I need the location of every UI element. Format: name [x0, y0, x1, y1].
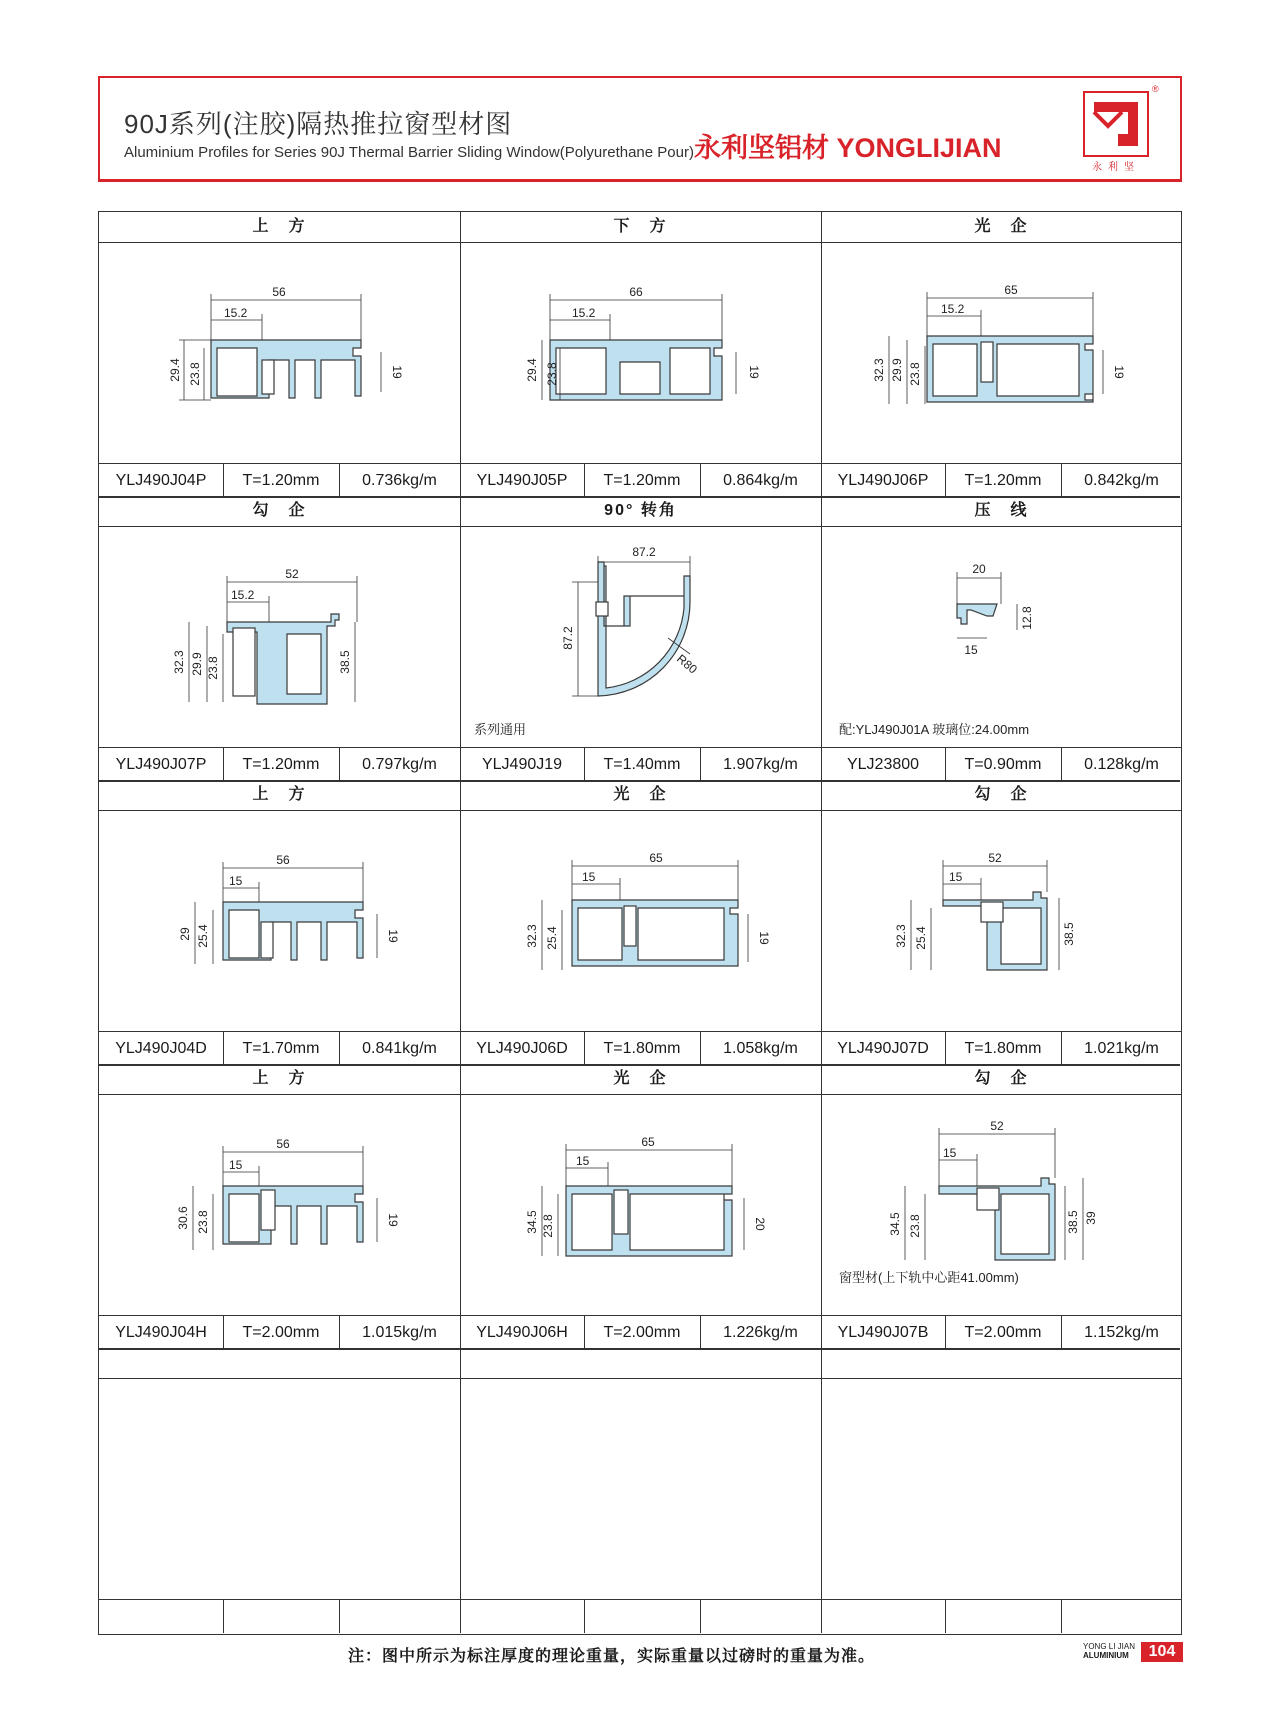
- profile-drawing: [460, 1094, 821, 1315]
- profile-thickness: T=1.80mm: [945, 1032, 1062, 1065]
- dim-label: 29.9: [190, 652, 204, 676]
- profile-thickness: T=1.20mm: [223, 748, 340, 781]
- profile-thickness: T=2.00mm: [584, 1316, 701, 1349]
- dim-label: 87.2: [632, 545, 656, 559]
- dim-label: 65: [641, 1135, 655, 1149]
- dim-label: 15.2: [572, 306, 596, 320]
- profile-weight: 0.842kg/m: [1084, 472, 1159, 489]
- profile-code: YLJ490J04H: [99, 1316, 224, 1349]
- profile-thickness: T=1.80mm: [584, 1032, 701, 1065]
- page-tag: [1083, 1642, 1183, 1660]
- profile-title: 光 企: [460, 780, 821, 811]
- profile-note: 配:YLJ490J01A 玻璃位:24.00mm: [839, 722, 1030, 737]
- dim-label: 19: [386, 1213, 400, 1227]
- profile-note: 系列通用: [474, 722, 527, 737]
- profile-thickness: T=2.00mm: [223, 1316, 340, 1349]
- page-header: [98, 76, 1182, 182]
- dim-label: 29.4: [168, 358, 182, 382]
- profile-title: 勾 企: [821, 780, 1182, 811]
- dim-label: 12.8: [1020, 606, 1034, 630]
- profile-drawing: [460, 242, 821, 463]
- profile-thickness: T=1.70mm: [223, 1032, 340, 1065]
- profile-weight: 0.736kg/m: [362, 472, 437, 489]
- profile-weight: 0.128kg/m: [1084, 756, 1159, 773]
- dim-label: 19: [390, 365, 404, 379]
- profile-info-row: [460, 747, 821, 781]
- dim-label: 15.2: [224, 306, 248, 320]
- empty-title: [99, 1348, 460, 1379]
- dim-label: 65: [1004, 283, 1018, 297]
- footer-brand-aluminium: ALUMINIUM: [1083, 1651, 1129, 1660]
- dim-label: 19: [1112, 365, 1126, 379]
- dim-label: 52: [285, 567, 299, 581]
- profile-code: YLJ490J19: [460, 748, 585, 781]
- dim-label: 23.8: [908, 1214, 922, 1238]
- dim-label: 29.4: [525, 358, 539, 382]
- empty-code: [99, 1600, 224, 1633]
- profile-title: 下 方: [460, 212, 821, 243]
- brand-name: 永利坚铝材 YONGLIJIAN: [694, 133, 1002, 163]
- profile-weight: 1.021kg/m: [1084, 1040, 1159, 1057]
- profile-title: 上 方: [99, 780, 460, 811]
- dim-label: 25.4: [545, 926, 559, 950]
- dim-label: 23.8: [196, 1210, 210, 1234]
- dim-label: 56: [272, 285, 286, 299]
- profile-drawing: [821, 810, 1182, 1031]
- profile-drawing: [821, 242, 1182, 463]
- dim-label: 38.5: [1066, 1210, 1080, 1234]
- dim-label: 15.2: [231, 588, 255, 602]
- empty-info-row: [460, 1599, 821, 1633]
- profile-code: YLJ490J07D: [821, 1032, 946, 1065]
- profile-weight: 1.152kg/m: [1084, 1324, 1159, 1341]
- profile-thickness: T=1.40mm: [584, 748, 701, 781]
- profile-info-row: [821, 1031, 1182, 1065]
- dim-label: 56: [276, 853, 290, 867]
- dim-label: 15: [943, 1146, 957, 1160]
- empty-weight: [700, 1600, 821, 1633]
- profile-info-row: [99, 1031, 460, 1065]
- empty-code: [821, 1600, 946, 1633]
- dim-label: 29: [178, 927, 192, 941]
- dim-label: 32.3: [525, 924, 539, 948]
- dim-label: 32.3: [894, 924, 908, 948]
- dim-label: 23.8: [908, 362, 922, 386]
- profile-note: 窗型材(上下轨中心距41.00mm): [839, 1270, 1019, 1285]
- profile-info-row: [460, 1031, 821, 1065]
- profile-drawing: [99, 1094, 460, 1315]
- profile-grid: [98, 211, 1182, 1635]
- empty-weight: [1061, 1600, 1182, 1633]
- dim-label: 23.8: [188, 362, 202, 386]
- footer-brand-small: YONG LI JIAN: [1083, 1642, 1136, 1651]
- profile-drawing: [99, 810, 460, 1031]
- profile-code: YLJ490J05P: [460, 464, 585, 497]
- profile-thickness: T=1.20mm: [223, 464, 340, 497]
- dim-label: 29.9: [890, 358, 904, 382]
- empty-info-row: [99, 1599, 460, 1633]
- dim-label: 15: [949, 870, 963, 884]
- profile-weight: 1.058kg/m: [723, 1040, 798, 1057]
- profile-drawing: [821, 1094, 1182, 1315]
- profile-code: YLJ490J06P: [821, 464, 946, 497]
- logo-text: 永利坚: [1092, 162, 1140, 173]
- profile-info-row: [821, 463, 1182, 497]
- profile-title: 光 企: [821, 212, 1182, 243]
- profile-drawing: [821, 526, 1182, 747]
- dim-label: 32.3: [172, 650, 186, 674]
- page-title-en: Aluminium Profiles for Series 90J Thermal Barrier Sliding Window(Polyurethane Pour): [124, 144, 694, 161]
- dim-label: 15: [229, 1158, 243, 1172]
- footer-note: 注：图中所示为标注厚度的理论重量，实际重量以过磅时的重量为准。: [348, 1648, 876, 1665]
- profile-title: 勾 企: [821, 1064, 1182, 1095]
- empty-weight: [339, 1600, 460, 1633]
- profile-info-row: [99, 747, 460, 781]
- dim-label: 15: [964, 643, 978, 657]
- dim-label: 52: [988, 851, 1002, 865]
- profile-info-row: [99, 463, 460, 497]
- profile-thickness: T=2.00mm: [945, 1316, 1062, 1349]
- empty-info-row: [821, 1599, 1182, 1633]
- dim-label: 30.6: [176, 1206, 190, 1230]
- profile-title: 上 方: [99, 212, 460, 243]
- profile-drawing: [460, 810, 821, 1031]
- profile-code: YLJ23800: [821, 748, 946, 781]
- dim-label: 32.3: [872, 358, 886, 382]
- dim-label: 15: [582, 870, 596, 884]
- empty-cell: [460, 1348, 821, 1633]
- dim-label: R80: [674, 651, 700, 677]
- page-title-cn: 90J系列(注胶)隔热推拉窗型材图: [124, 109, 513, 139]
- profile-title: 压 线: [821, 496, 1182, 527]
- dim-label: 23.8: [541, 1214, 555, 1238]
- profile-thickness: T=1.20mm: [945, 464, 1062, 497]
- dim-label: 25.4: [196, 924, 210, 948]
- profile-drawing: [460, 526, 821, 747]
- profile-code: YLJ490J06D: [460, 1032, 585, 1065]
- profile-info-row: [99, 1315, 460, 1349]
- dim-label: 20: [972, 562, 986, 576]
- dim-label: 19: [757, 931, 771, 945]
- dim-label: 23.8: [206, 656, 220, 680]
- dim-label: 15.2: [941, 302, 965, 316]
- dim-label: 56: [276, 1137, 290, 1151]
- empty-thickness: [223, 1600, 340, 1633]
- empty-title: [821, 1348, 1182, 1379]
- dim-label: 15: [229, 874, 243, 888]
- empty-thickness: [945, 1600, 1062, 1633]
- dim-label: 52: [990, 1119, 1004, 1133]
- dim-label: 38.5: [1062, 922, 1076, 946]
- dim-label: 25.4: [914, 926, 928, 950]
- empty-code: [460, 1600, 585, 1633]
- dim-label: 66: [629, 285, 643, 299]
- profile-title: 90° 转角: [460, 496, 821, 527]
- profile-thickness: T=0.90mm: [945, 748, 1062, 781]
- dim-label: 65: [649, 851, 663, 865]
- empty-thickness: [584, 1600, 701, 1633]
- profile-code: YLJ490J04P: [99, 464, 224, 497]
- registered-mark: ®: [1152, 84, 1159, 94]
- profile-code: YLJ490J04D: [99, 1032, 224, 1065]
- empty-cell: [821, 1348, 1182, 1633]
- dim-label: 34.5: [525, 1210, 539, 1234]
- profile-title: 光 企: [460, 1064, 821, 1095]
- profile-code: YLJ490J07B: [821, 1316, 946, 1349]
- dim-label: 38.5: [338, 650, 352, 674]
- empty-cell: [99, 1348, 460, 1633]
- profile-weight: 1.226kg/m: [723, 1324, 798, 1341]
- dim-label: 87.2: [561, 626, 575, 650]
- profile-title: 上 方: [99, 1064, 460, 1095]
- profile-weight: 1.907kg/m: [723, 756, 798, 773]
- profile-info-row: [460, 1315, 821, 1349]
- profile-weight: 0.797kg/m: [362, 756, 437, 773]
- dim-label: 20: [753, 1217, 767, 1231]
- empty-title: [460, 1348, 821, 1379]
- page-number: 104: [1141, 1642, 1183, 1662]
- profile-weight: 1.015kg/m: [362, 1324, 437, 1341]
- profile-weight: 0.864kg/m: [723, 472, 798, 489]
- dim-label: 15: [576, 1154, 590, 1168]
- dim-label: 39: [1084, 1211, 1098, 1225]
- profile-code: YLJ490J06H: [460, 1316, 585, 1349]
- dim-label: 23.8: [545, 362, 559, 386]
- profile-info-row: [460, 463, 821, 497]
- dim-label: 19: [386, 929, 400, 943]
- profile-code: YLJ490J07P: [99, 748, 224, 781]
- profile-drawing: [99, 242, 460, 463]
- profile-title: 勾 企: [99, 496, 460, 527]
- profile-weight: 0.841kg/m: [362, 1040, 437, 1057]
- profile-thickness: T=1.20mm: [584, 464, 701, 497]
- dim-label: 34.5: [888, 1212, 902, 1236]
- dim-label: 19: [747, 365, 761, 379]
- profile-drawing: [99, 526, 460, 747]
- profile-info-row: [821, 1315, 1182, 1349]
- profile-info-row: [821, 747, 1182, 781]
- brand-logo: [1080, 82, 1162, 174]
